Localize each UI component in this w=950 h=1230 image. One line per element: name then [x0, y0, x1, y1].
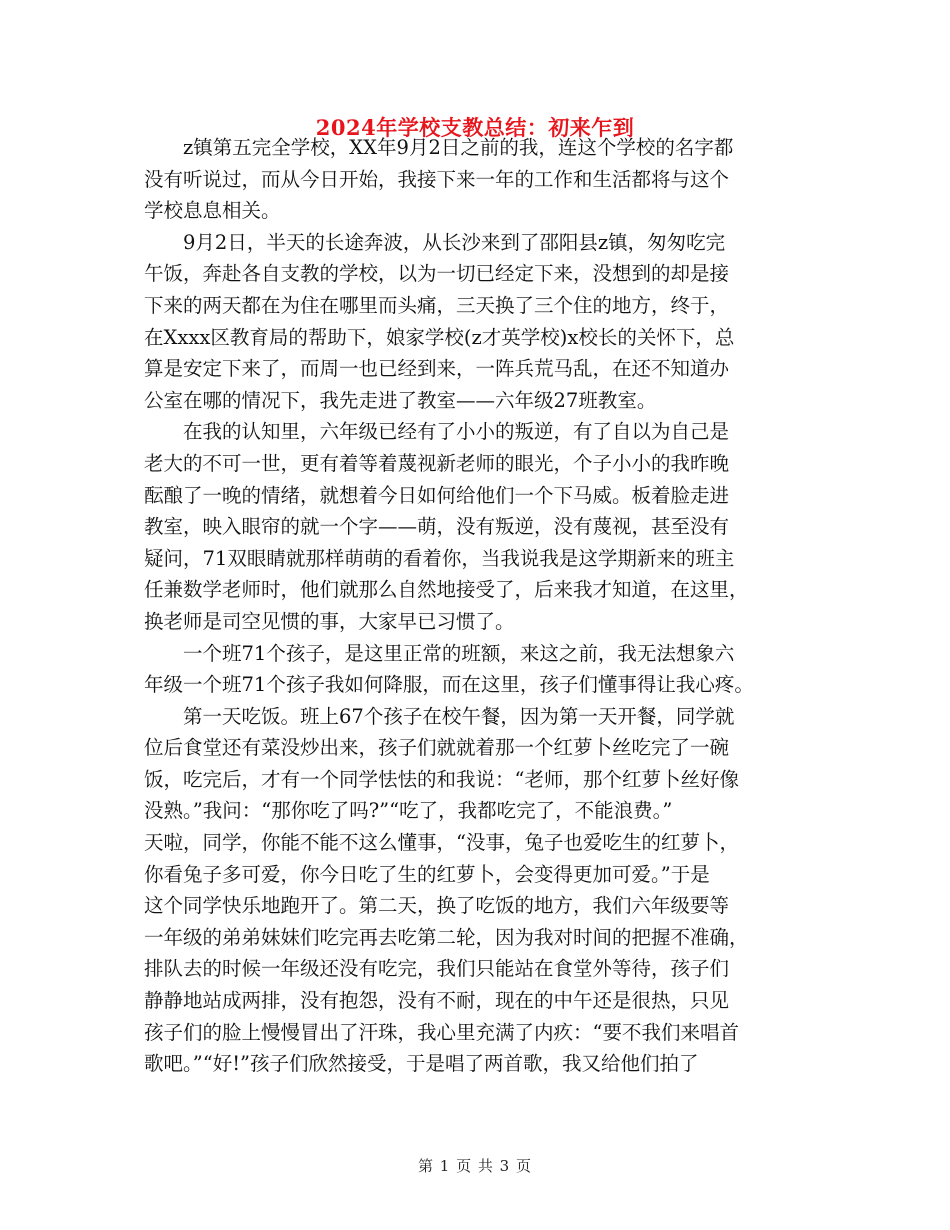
text-line: 下来的两天都在为住在哪里而头痛，三天换了三个住的地方，终于，	[144, 293, 730, 317]
text-line: 排队去的时候一年级还没有吃完，我们只能站在食堂外等待，孩子们	[144, 957, 730, 981]
text-line: 9月2日，半天的长途奔波，从长沙来到了邵阳县z镇，匆匆吃完	[144, 230, 726, 254]
text-line: 年级一个班71个孩子我如何降服，而在这里，孩子们懂事得让我心疼。	[144, 673, 754, 697]
text-line: 午饭，奔赴各自支教的学校，以为一切已经定下来，没想到的却是接	[144, 262, 730, 286]
text-line: 这个同学快乐地跑开了。第二天，换了吃饭的地方，我们六年级要等	[144, 894, 730, 918]
text-line: 疑问，71双眼睛就那样萌萌的看着你，当我说我是这学期新来的班主	[144, 546, 735, 570]
text-line: 静静地站成两排，没有抱怨，没有不耐，现在的中午还是很热，只见	[144, 989, 730, 1013]
text-line: 位后食堂还有菜没炒出来，孩子们就就着那一个红萝卜丝吃完了一碗	[144, 736, 730, 760]
text-line: z镇第五完全学校，XX年9月2日之前的我，连这个学校的名字都	[144, 136, 734, 159]
text-line: 没有听说过，而从今日开始，我接下来一年的工作和生活都将与这个	[144, 167, 730, 191]
text-line: 一个班71个孩子，是这里正常的班额，来这之前，我无法想象六	[144, 641, 735, 665]
text-line: 歌吧。”“好!”孩子们欣然接受，于是唱了两首歌，我又给他们拍了	[144, 1052, 699, 1076]
document-title: 2024年学校支教总结：初来乍到	[315, 115, 635, 140]
page-number-footer: 第 1 页 共 3 页	[418, 1157, 532, 1175]
text-line: 没熟。”我问：“那你吃了吗?”“吃了，我都吃完了，不能浪费。”	[144, 799, 673, 823]
text-line: 在我的认知里，六年级已经有了小小的叛逆，有了自以为自己是	[144, 420, 730, 444]
text-line: 酝酿了一晚的情绪，就想着今日如何给他们一个下马威。板着脸走进	[144, 483, 730, 507]
text-line: 天啦，同学，你能不能不这么懂事，“没事，兔子也爱吃生的红萝卜，	[144, 831, 739, 855]
text-line: 老大的不可一世，更有着等着蔑视新老师的眼光，个子小小的我昨晚	[144, 451, 730, 475]
document-body	[144, 132, 824, 1080]
text-line: 公室在哪的情况下，我先走进了教室——六年级27班教室。	[144, 388, 657, 412]
text-line: 孩子们的脸上慢慢冒出了汗珠，我心里充满了内疚：“要不我们来唱首	[144, 1020, 739, 1044]
text-line: 一年级的弟弟妹妹们吃完再去吃第二轮，因为我对时间的把握不准确，	[144, 925, 749, 949]
text-line: 第一天吃饭。班上67个孩子在校午餐，因为第一天开餐，同学就	[144, 704, 735, 728]
text-line: 换老师是司空见惯的事，大家早已习惯了。	[144, 609, 515, 633]
text-line: 学校息息相关。	[144, 199, 281, 223]
text-line: 你看兔子多可爱，你今日吃了生的红萝卜，会变得更加可爱。”于是	[144, 862, 710, 886]
text-line: 算是安定下来了，而周一也已经到来，一阵兵荒马乱，在还不知道办	[144, 357, 730, 381]
text-line: 教室，映入眼帘的就一个字——萌，没有叛逆，没有蔑视，甚至没有	[144, 515, 730, 539]
text-line: 饭，吃完后，才有一个同学怯怯的和我说：“老师，那个红萝卜丝好像	[144, 767, 739, 791]
text-line: 任兼数学老师时，他们就那么自然地接受了，后来我才知道，在这里，	[144, 578, 749, 602]
text-line: 在Xxxx区教育局的帮助下，娘家学校(z才英学校)x校长的关怀下，总	[144, 325, 735, 349]
